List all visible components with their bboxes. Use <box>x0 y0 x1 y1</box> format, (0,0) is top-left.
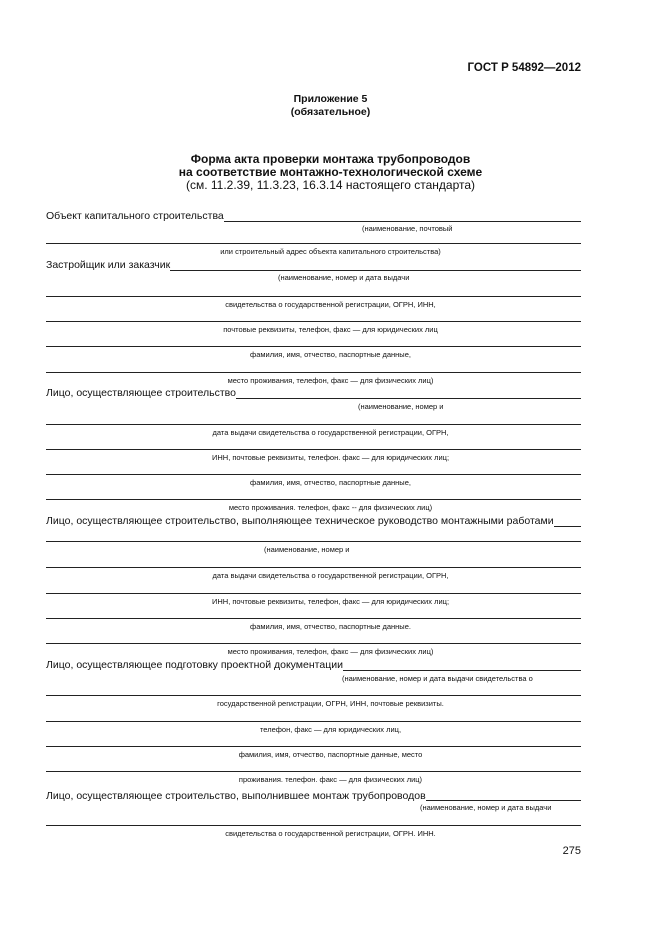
builder-line-5[interactable] <box>46 499 581 500</box>
object-note-1: (наименование, почтовый <box>362 224 453 233</box>
developer-line-4[interactable] <box>46 346 581 347</box>
object-label: Объект капитального строительства <box>46 210 224 222</box>
installer-field-line[interactable] <box>412 800 581 801</box>
builder-label: Лицо, осуществляющее строительство <box>46 387 236 399</box>
developer-label: Застройщик или заказчик <box>46 259 171 271</box>
tech-supervisor-note-3: ИНН, почтовые реквизиты, телефон, факс — для юридических лиц; <box>211 597 450 606</box>
developer-line-3[interactable] <box>46 321 581 322</box>
developer-note-4: фамилия, имя, отчество, паспортные данные, <box>250 350 411 359</box>
builder-line-2[interactable] <box>46 424 581 425</box>
tech-supervisor-note-2: дата выдачи свидетельства о государственной регистрации, ОГРН, <box>212 571 449 580</box>
builder-note-5: место проживания. телефон, факс -- для физических лиц) <box>228 503 433 512</box>
designer-line-4[interactable] <box>46 746 581 747</box>
installer-note-1: (наименование, номер и дата выдачи <box>420 803 552 812</box>
page-number: 275 <box>562 845 581 857</box>
tech-supervisor-line-6[interactable] <box>46 643 581 644</box>
builder-note-1: (наименование, номер и <box>358 402 444 411</box>
tech-supervisor-line-2[interactable] <box>46 541 581 542</box>
designer-note-2: государственной регистрации, ОГРН, ИНН, почтовые реквизиты. <box>217 699 444 708</box>
developer-note-3: почтовые реквизиты, телефон, факс — для юридических лиц <box>223 325 438 334</box>
developer-line-5[interactable] <box>46 372 581 373</box>
tech-supervisor-line-5[interactable] <box>46 618 581 619</box>
appendix-title: Приложение 5 <box>293 93 368 105</box>
designer-note-4: фамилия, имя, отчество, паспортные данные, место <box>238 750 423 759</box>
tech-supervisor-label: Лицо, осуществляющее строительство, выполняющее техническое руководство монтажными работами <box>46 515 554 527</box>
designer-note-3: телефон, факс — для юридических лиц, <box>259 725 402 734</box>
designer-note-1: (наименование, номер и дата выдачи свидетельства о <box>342 674 533 683</box>
designer-line-3[interactable] <box>46 721 581 722</box>
builder-note-3: ИНН, почтовые реквизиты, телефон. факс — для юридических лиц; <box>211 453 450 462</box>
builder-line-4[interactable] <box>46 474 581 475</box>
object-line-2[interactable] <box>46 243 581 244</box>
designer-label: Лицо, осуществляющее подготовку проектной документации <box>46 659 343 671</box>
standard-number: ГОСТ Р 54892—2012 <box>467 62 581 74</box>
builder-field-line[interactable] <box>232 398 581 399</box>
developer-note-5: место проживания, телефон, факс — для физических лиц) <box>227 376 434 385</box>
developer-field-line[interactable] <box>168 270 581 271</box>
installer-line-2[interactable] <box>46 825 581 826</box>
form-title-line2: на соответствие монтажно-технологической схеме <box>178 165 483 179</box>
tech-supervisor-note-1: (наименование, номер и <box>264 545 350 554</box>
tech-supervisor-line-4[interactable] <box>46 593 581 594</box>
object-note-2: или строительный адрес объекта капитального строительства) <box>220 247 441 256</box>
form-title-line1: Форма акта проверки монтажа трубопроводов <box>190 152 471 166</box>
builder-line-3[interactable] <box>46 449 581 450</box>
appendix-status: (обязательное) <box>290 106 371 118</box>
designer-note-5: проживания. телефон. факс — для физических лиц) <box>238 775 423 784</box>
builder-note-2: дата выдачи свидетельства о государственной регистрации, ОГРН, <box>212 428 449 437</box>
object-field-line[interactable] <box>218 221 581 222</box>
developer-line-2[interactable] <box>46 296 581 297</box>
tech-supervisor-note-4: фамилия, имя, отчество, паспортные данные. <box>250 622 411 631</box>
designer-line-2[interactable] <box>46 695 581 696</box>
tech-supervisor-line-3[interactable] <box>46 567 581 568</box>
form-title-reference: (см. 11.2.39, 11.3.23, 16.3.14 настоящего стандарта) <box>185 178 476 192</box>
developer-note-1: (наименование, номер и дата выдачи <box>278 273 410 282</box>
installer-label: Лицо, осуществляющее строительство, выполнившее монтаж трубопроводов <box>46 790 426 802</box>
tech-supervisor-note-5: место проживания, телефон, факс — для физических лиц) <box>227 647 434 656</box>
installer-note-2: свидетельства о государственной регистрации, ОГРН. ИНН. <box>225 829 436 838</box>
tech-supervisor-field-line[interactable] <box>551 526 581 527</box>
designer-line-5[interactable] <box>46 771 581 772</box>
developer-note-2: свидетельства о государственной регистрации, ОГРН, ИНН, <box>225 300 436 309</box>
designer-field-line[interactable] <box>332 670 581 671</box>
builder-note-4: фамилия, имя, отчество, паспортные данные, <box>250 478 411 487</box>
